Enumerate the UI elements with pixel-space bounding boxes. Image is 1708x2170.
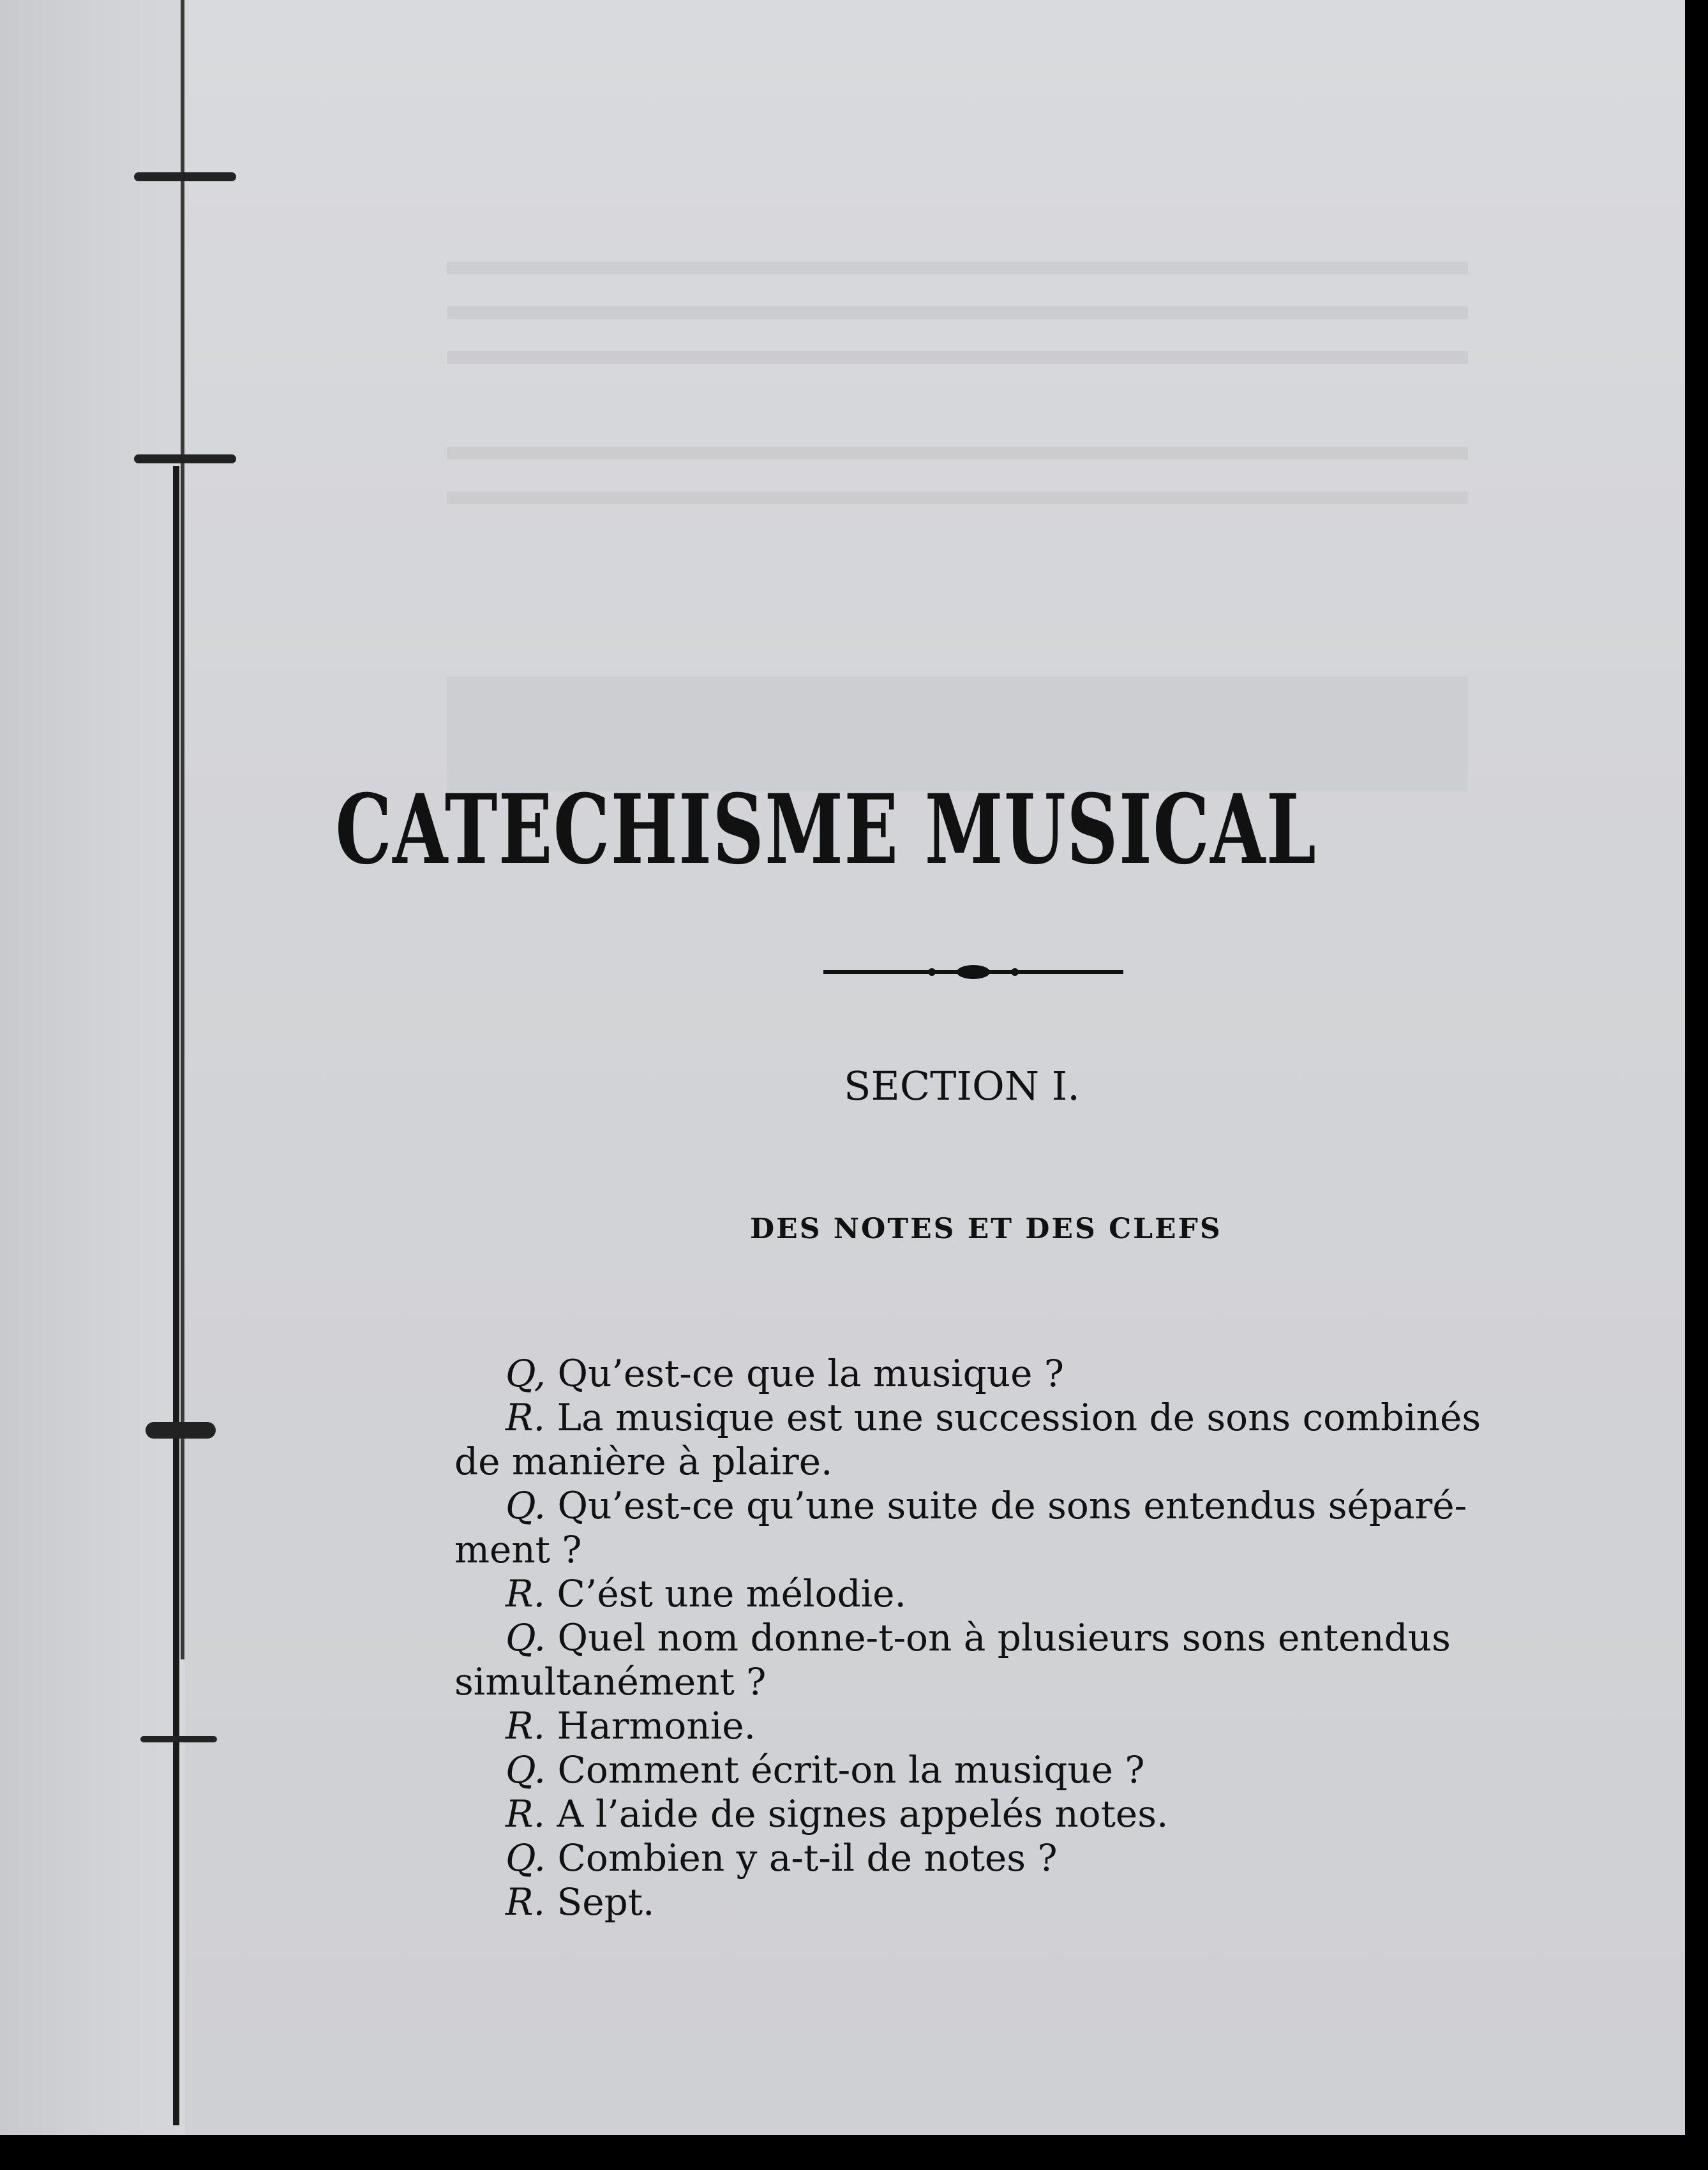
qa-item	[454, 1880, 1495, 1924]
qa-item	[454, 1836, 1495, 1880]
question-text: Qu’est-ce que la musique ?	[557, 1352, 1064, 1395]
qa-item	[454, 1352, 1495, 1396]
binding-stitch	[140, 1736, 217, 1742]
question-mark: Q.	[506, 1616, 546, 1659]
binding-gutter	[0, 0, 185, 2135]
qa-item	[454, 1616, 1495, 1660]
answer-text: Harmonie.	[557, 1704, 756, 1747]
binding-stitch	[134, 172, 236, 181]
qa-list	[454, 1352, 1495, 1924]
binding-stitch	[134, 454, 236, 463]
question-mark: Q.	[506, 1484, 546, 1527]
qa-item	[454, 1484, 1495, 1528]
answer-mark: R.	[506, 1396, 546, 1439]
question-text: Combien y a-t-il de notes ?	[557, 1836, 1058, 1880]
section-heading: SECTION I.	[844, 1063, 1081, 1109]
show-through-text	[447, 262, 1468, 274]
question-text: Comment écrit-on la musique ?	[557, 1748, 1145, 1792]
subsection-heading: DES NOTES ET DES CLEFS	[750, 1213, 1222, 1245]
qa-item	[454, 1572, 1495, 1616]
qa-continuation: ment ?	[454, 1528, 582, 1571]
answer-mark: R.	[506, 1704, 546, 1747]
question-mark: Q.	[506, 1748, 546, 1792]
binding-spine	[173, 466, 179, 2125]
show-through-text	[447, 447, 1468, 460]
answer-text: C’ést une mélodie.	[557, 1572, 906, 1615]
binding-stitch	[146, 1422, 216, 1439]
qa-continuation: de manière à plaire.	[454, 1440, 833, 1483]
answer-mark: R.	[506, 1880, 546, 1924]
question-mark: Q.	[506, 1836, 546, 1880]
answer-text: A l’aide de signes appelés notes.	[557, 1792, 1169, 1836]
qa-item	[454, 1704, 1495, 1748]
question-mark: Q,	[506, 1352, 546, 1395]
answer-text: Sept.	[557, 1880, 655, 1924]
question-text: Qu’est-ce qu’une suite de sons entendus séparé-	[557, 1484, 1467, 1527]
ornament-rule	[823, 962, 1123, 982]
qa-continuation: simultanément ?	[454, 1660, 767, 1703]
qa-item	[454, 1748, 1495, 1792]
page-title: CATECHISME MUSICAL	[335, 774, 1317, 886]
qa-item	[454, 1396, 1495, 1440]
qa-item	[454, 1792, 1495, 1836]
answer-mark: R.	[506, 1572, 546, 1615]
question-text: Quel nom donne-t-on à plusieurs sons entendus	[557, 1616, 1451, 1659]
show-through-text	[447, 491, 1468, 504]
answer-text: La musique est une succession de sons combinés	[557, 1396, 1481, 1439]
answer-mark: R.	[506, 1792, 546, 1836]
show-through-text	[447, 351, 1468, 364]
show-through-text	[447, 306, 1468, 319]
